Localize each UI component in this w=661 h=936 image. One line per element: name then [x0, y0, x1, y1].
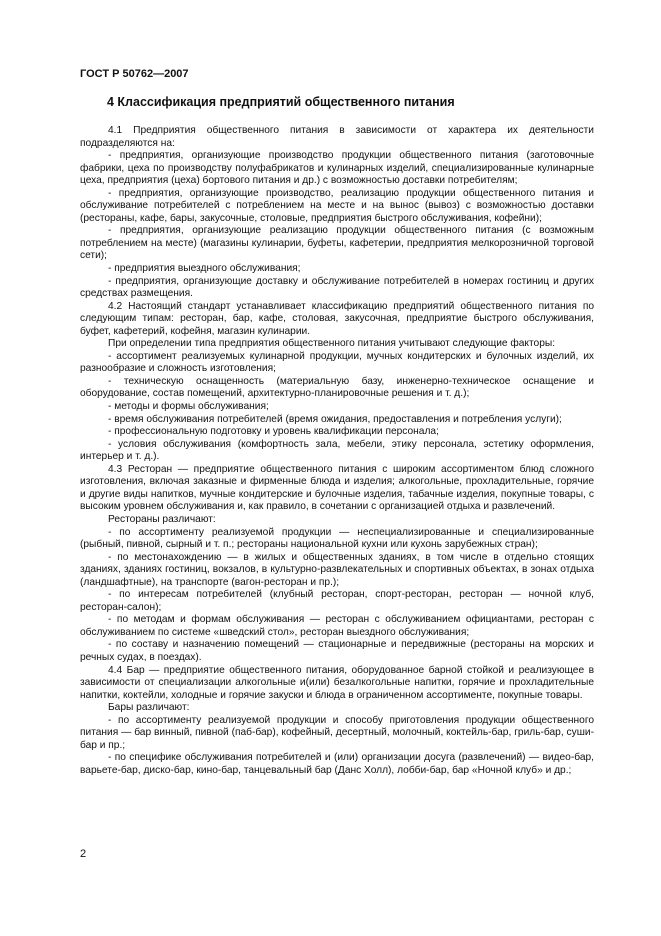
paragraph: 4.1 Предприятия общественного питания в зависимости от характера их деятельности подразделяются на:: [80, 125, 594, 149]
paragraph: - предприятия, организующие производство продукции общественного питания (заготовочные фабрики, цеха по производству полуфабрикатов и кулинарных изделий, специализированные кулинарные цеха, предприятия (цеха) бортового питания и др.) с возможностью доставки потребителям;: [80, 150, 594, 187]
paragraph: - по ассортименту реализуемой продукции — неспециализированные и специализированные (рыбный, пивной, сырный и т. п.; рестораны национальной кухни или кухонь зарубежных стран);: [80, 526, 594, 551]
paragraph: - методы и формы обслуживания;: [108, 401, 269, 413]
paragraph: - по местонахождению — в жилых и общественных зданиях, в том числе в отдельно стоящих зданиях, зданиях гостиниц, вокзалов, в культурно-развлекательных и спортивных объектах, в зонах отдыха (ландшафтные), на транспорте (вагон-ресторан и пр.);: [80, 551, 594, 588]
paragraph: - по ассортименту реализуемой продукции и способу приготовления продукции общественного питания — бар винный, пивной (паб-бар), кофейный, десертный, молочный, коктейль-бар, гриль-бар, суши-бар и пр.;: [80, 714, 594, 751]
paragraph: 4.4 Бар — предприятие общественного питания, оборудованное барной стойкой и реализующее в зависимости от специализации алкогольные и(или) безалкогольные напитки, горячие и прохладительные напитки, коктейли, холодные и горячие закуски и блюда в ограниченном ассортименте, покупные товары.: [80, 664, 594, 701]
paragraph: Рестораны различают:: [108, 513, 216, 525]
paragraph: - предприятия, организующие реализацию продукции общественного питания (с возможным потреблением на месте) (магазины кулинарии, буфеты, кафетерии, предприятия мелкорозничной торговой сети);: [80, 225, 594, 262]
paragraph: - по специфике обслуживания потребителей и (или) организации досуга (развлечений) — видео-бар, варьете-бар, диско-бар, кино-бар, танцевальный бар (Данс Холл), лобби-бар, бар «Ночной клуб» и др.;: [80, 752, 594, 776]
paragraph: - техническую оснащенность (материальную базу, инженерно-техническое оснащение и оборудование, состав помещений, архитектурно-планировочные решения и т. д.);: [80, 375, 594, 400]
page-number: 2: [80, 848, 87, 860]
paragraph: 4.2 Настоящий стандарт устанавливает классификацию предприятий общественного питания по следующим типам: ресторан, бар, кафе, столовая, закусочная, предприятие быстрого обслуживания, буфет, кафетерий, кофейня, магазин кулинарии.: [80, 300, 594, 337]
paragraph: - предприятия выездного обслуживания;: [108, 263, 301, 275]
document-header: ГОСТ Р 50762—2007: [80, 68, 189, 80]
paragraph: - профессиональную подготовку и уровень квалификации персонала;: [108, 426, 439, 438]
paragraph: - предприятия, организующие доставку и обслуживание потребителей в номерах гостиниц и других средствах размещения.: [80, 275, 594, 300]
paragraph: - ассортимент реализуемых кулинарной продукции, мучных кондитерских и булочных изделий, их разнообразие и сложность изготовления;: [80, 350, 594, 375]
paragraph: - по интересам потребителей (клубный ресторан, спорт-ресторан, ресторан — ночной клуб, ресторан-салон);: [80, 589, 594, 613]
paragraph: 4.3 Ресторан — предприятие общественного питания с широким ассортиментом блюд сложного изготовления, включая заказные и фирменные блюда и изделия; алкогольные, прохладительные, горячие и другие виды напитков, мучные кондитерские и булочные изделия, табачные изделия, покупные товары, с высоким уровнем обслуживания и, как правило, в сочетании с организацией отдыха и развлечений.: [80, 463, 594, 513]
paragraph: Бары различают:: [108, 702, 190, 714]
paragraph: - по составу и назначению помещений — стационарные и передвижные (рестораны на морских и речных судах, в поездах).: [80, 639, 594, 663]
paragraph: - предприятия, организующие производство, реализацию продукции общественного питания и обслуживание потребителей с потреблением на месте и на вынос (вывоз) с возможностью доставки (рестораны, кафе, бары, закусочные, столовые, предприятия быстрого обслуживания, кофейни);: [80, 187, 594, 224]
paragraph: При определении типа предприятия общественного питания учитывают следующие факторы:: [108, 338, 556, 350]
paragraph: - условия обслуживания (комфортность зала, мебели, этику персонала, эстетику оформления, интерьер и т. д.).: [80, 438, 594, 463]
section-title: 4 Классификация предприятий общественного питания: [107, 95, 455, 109]
paragraph: - по методам и формам обслуживания — ресторан с обслуживанием официантами, ресторан с обслуживанием по системе «шведский стол», ресторан выездного обслуживания;: [80, 614, 594, 638]
paragraph: - время обслуживания потребителей (время ожидания, предоставления и потребления услуги);: [108, 413, 562, 425]
document-body: [80, 125, 594, 777]
